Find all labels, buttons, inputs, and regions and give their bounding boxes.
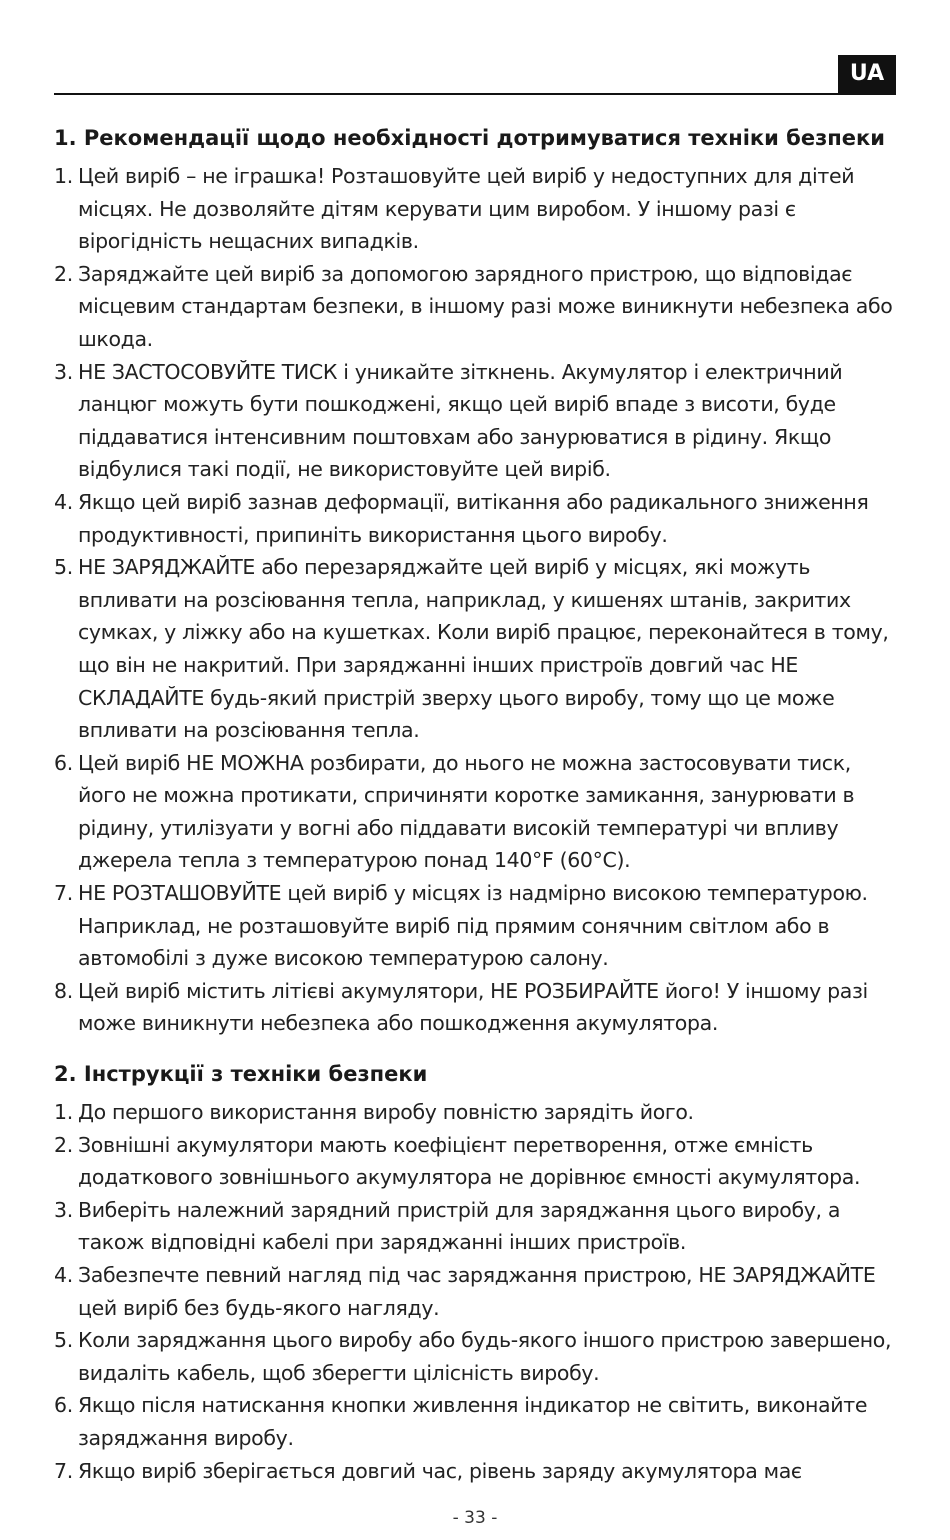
item-number: 4. bbox=[54, 489, 73, 514]
list-item bbox=[54, 1194, 896, 1259]
item-text: Забезпечте певний нагляд під час заряджання пристрою, НЕ ЗАРЯДЖАЙТЕ цей виріб без будь-якого нагляду. bbox=[78, 1263, 876, 1320]
item-text: Цей виріб містить літієві акумулятори, НЕ РОЗБИРАЙТЕ його! У іншому разі може виникнути небезпека або пошкодження акумулятора. bbox=[78, 978, 868, 1036]
list-item bbox=[54, 1129, 896, 1194]
list-item bbox=[54, 356, 896, 486]
list-item bbox=[54, 1096, 896, 1129]
page-content bbox=[54, 122, 896, 1487]
list-item bbox=[54, 877, 896, 975]
language-badge: UA bbox=[838, 55, 896, 93]
item-text: Якщо після натискання кнопки живлення індикатор не світить, виконайте заряджання виробу. bbox=[78, 1393, 868, 1450]
item-text: НЕ ЗАСТОСОВУЙТЕ ТИСК і уникайте зіткнень. Акумулятор і електричний ланцюг можуть бути пошкоджені, якщо цей виріб впаде з висоти, буде піддаватися інтенсивним поштовхам або занурюватися в рідину. Якщо відбулися такі події, не використовуйте цей виріб. bbox=[78, 359, 843, 482]
list-item bbox=[54, 1455, 896, 1488]
item-number: 3. bbox=[54, 1197, 73, 1222]
item-number: 3. bbox=[54, 359, 73, 384]
item-number: 4. bbox=[54, 1263, 73, 1287]
list-item bbox=[54, 160, 896, 258]
header-rule bbox=[54, 93, 896, 95]
safety-recommendations-list bbox=[54, 160, 896, 1040]
item-text: Цей виріб НЕ МОЖНА розбирати, до нього не можна застосовувати тиск, його не можна протикати, спричиняти коротке замикання, занурювати в рідину, утилізуати у вогні або піддавати високій температурі чи впливу джерела тепла з температурою понад 140°F (60°C). bbox=[78, 750, 855, 873]
item-number: 5. bbox=[54, 555, 73, 580]
item-text: Зовнішні акумулятори мають коефіцієнт перетворення, отже ємність додаткового зовнішнього акумулятора не дорівнює ємності акумулятора. bbox=[78, 1132, 861, 1190]
item-text: Заряджайте цей виріб за допомогою зарядного пристрою, що відповідає місцевим стандартам безпеки, в іншому разі може виникнути небезпека або шкода. bbox=[78, 261, 893, 351]
item-text: Якщо виріб зберігається довгий час, рівень заряду акумулятора має bbox=[78, 1458, 802, 1483]
item-text: НЕ РОЗТАШОВУЙТЕ цей виріб у місцях із надмірно високою температурою. Наприклад, не розташовуйте виріб під прямим сонячним світлом або в автомобілі з дуже високою температурою салону. bbox=[78, 881, 868, 971]
item-number: 6. bbox=[54, 750, 73, 775]
item-text: Коли заряджання цього виробу або будь-якого іншого пристрою завершено, видаліть кабель, щоб зберегти цілісність виробу. bbox=[78, 1328, 892, 1385]
item-number: 6. bbox=[54, 1393, 73, 1418]
item-number: 5. bbox=[54, 1328, 73, 1353]
item-text: До першого використання виробу повністю зарядіть його. bbox=[78, 1100, 694, 1125]
item-number: 8. bbox=[54, 978, 73, 1003]
list-item bbox=[54, 551, 896, 747]
item-number: 2. bbox=[54, 261, 73, 286]
item-text: Виберіть належний зарядний пристрій для заряджання цього виробу, а також відповідні кабелі при заряджанні інших пристроїв. bbox=[78, 1197, 841, 1255]
section-heading: 1. Рекомендації щодо необхідності дотримуватися техніки безпеки bbox=[54, 126, 886, 150]
item-number: 1. bbox=[54, 1100, 73, 1125]
list-item bbox=[54, 486, 896, 551]
item-number: 7. bbox=[54, 881, 73, 906]
list-item bbox=[54, 747, 896, 877]
item-text: НЕ ЗАРЯДЖАЙТЕ або перезаряджайте цей виріб у місцях, які можуть впливати на розсіювання тепла, наприклад, у кишенях штанів, закритих сумках, у ліжку або на кушетках. Коли виріб працює, переконайтеся в тому, що він не накритий. При заряджанні інших пристроїв довгий час НЕ СКЛАДАЙТЕ будь-який пристрій зверху цього виробу, тому що це може впливати на розсіювання тепла. bbox=[78, 555, 889, 743]
list-item bbox=[54, 1259, 896, 1324]
safety-instructions-list bbox=[54, 1096, 896, 1487]
section-heading: 2. Інструкції з техніки безпеки bbox=[54, 1062, 428, 1087]
item-text: Цей виріб – не іграшка! Розташовуйте цей виріб у недоступних для дітей місцях. Не дозволяйте дітям керувати цим виробом. У іншому разі є вірогідність нещасних випадків. bbox=[78, 164, 855, 254]
page-number: - 33 - bbox=[452, 1508, 498, 1528]
item-number: 7. bbox=[54, 1458, 73, 1483]
item-number: 2. bbox=[54, 1132, 73, 1157]
list-item bbox=[54, 1389, 896, 1454]
list-item bbox=[54, 975, 896, 1040]
item-number: 1. bbox=[54, 164, 73, 188]
item-text: Якщо цей виріб зазнав деформації, витікання або радикального зниження продуктивності, припиніть використання цього виробу. bbox=[78, 489, 869, 547]
list-item bbox=[54, 1324, 896, 1389]
list-item bbox=[54, 258, 896, 356]
